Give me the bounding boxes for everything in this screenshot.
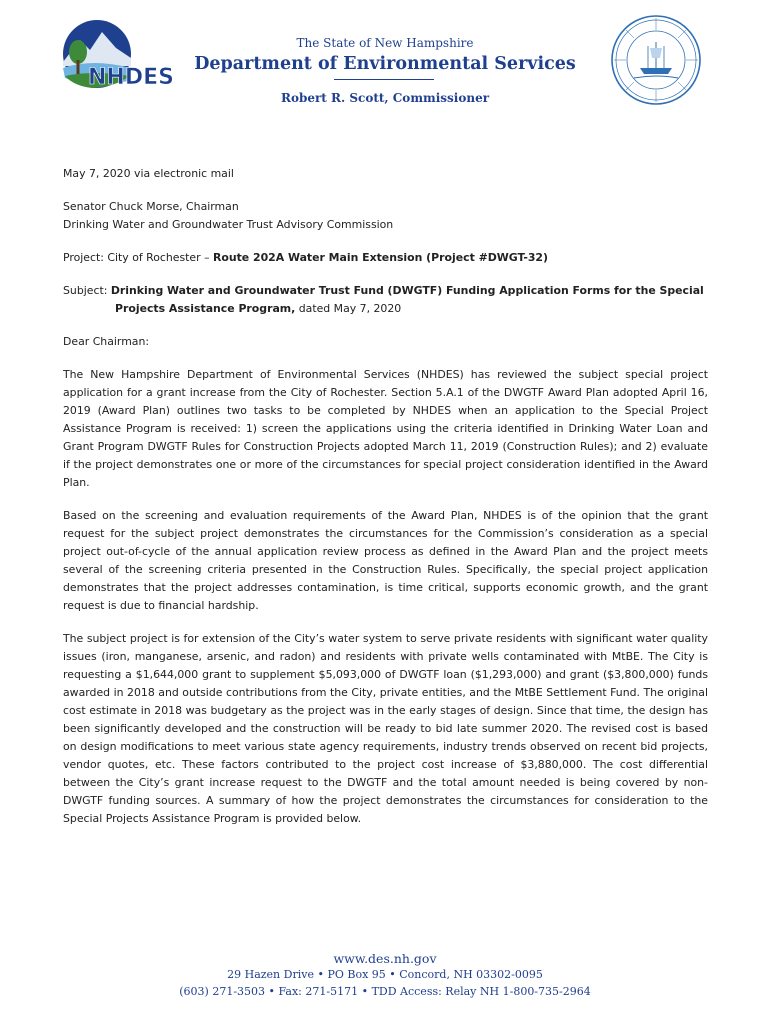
commissioner-name: Robert R. Scott, Commissioner bbox=[280, 91, 490, 105]
footer-website[interactable]: www.des.nh.gov bbox=[333, 951, 437, 966]
state-name: The State of New Hampshire bbox=[296, 36, 474, 50]
paragraph-3: The subject project is for extension of the City’s water system to serve private residents with significant water quality issues (iron, manganese, arsenic, and radon) and residents with private wells contaminated with MtBE. The City is requesting a $1,644,000 grant to supplement $5,093,000 of DWGTF loan ($1,293,000) and grant ($3,800,000) funds awarded in 2018 and outside contributions from the City, private entities, and the MtBE Settlement Fund. The original cost estimate in 2018 was budgetary as the project was in the early stages of design. Since that time, the design has been significantly developed and the construction will be ready to bid late summer 2020. The revised cost is based on design modifications to meet various state agency requirements, industry trends observed on recent bid projects, vendor quotes, etc. These factors contributed to the project cost increase of $3,880,000. The cost differential between the City’s grant increase request to the DWGTF and the total amount needed is being covered by non-DWGTF funding sources. A summary of how the project demonstrates the circumstances for consideration to the Special Projects Assistance Program is provided below. bbox=[63, 632, 708, 825]
project-label: Project: City of Rochester – bbox=[63, 251, 213, 264]
paragraph-2: Based on the screening and evaluation requirements of the Award Plan, NHDES is of the opinion that the grant request for the subject project demonstrates the circumstances for the Commission’s consideration as a special project out-of-cycle of the annual application review process as defined in the Award Plan and the project meets several of the screening criteria presented in the Construction Rules. Specifically, the special project application demonstrates that the project addresses contamination, is time critical, supports economic growth, and the grant request is due to financial hardship. bbox=[63, 509, 708, 612]
subject-line bbox=[63, 282, 708, 300]
footer-address: 29 Hazen Drive • PO Box 95 • Concord, NH 03302-0095 bbox=[227, 968, 543, 981]
project-title: Route 202A Water Main Extension (Project #DWGT-32) bbox=[212, 251, 548, 264]
subject-label: Subject: bbox=[63, 284, 111, 297]
department-name: Department of Environmental Services bbox=[194, 54, 576, 74]
state-seal-icon bbox=[610, 14, 702, 106]
recipient-org: Drinking Water and Groundwater Trust Advisory Commission bbox=[63, 218, 394, 231]
project-line bbox=[63, 249, 708, 267]
footer-phone: (603) 271-3503 • Fax: 271-5171 • TDD Access: Relay NH 1-800-735-2964 bbox=[179, 985, 591, 998]
letter-body bbox=[63, 165, 708, 828]
subject-continuation bbox=[63, 300, 708, 318]
subject-date: dated May 7, 2020 bbox=[295, 302, 402, 315]
paragraph-1: The New Hampshire Department of Environmental Services (NHDES) has reviewed the subject special project application for a grant increase from the City of Rochester. Section 5.A.1 of the DWGTF Award Plan adopted April 16, 2019 (Award Plan) outlines two tasks to be completed by NHDES when an application to the Special Project Assistance Program is received: 1) screen the applications using the criteria identified in Drinking Water Loan and Grant Program DWGTF Rules for Construction Projects adopted March 11, 2019 (Construction Rules); and 2) evaluate if the project demonstrates one or more of the circumstances for special project consideration identified in the Award Plan. bbox=[63, 368, 708, 489]
subject-title-cont: Projects Assistance Program, bbox=[115, 302, 296, 315]
subject-title: Drinking Water and Groundwater Trust Fund (DWGTF) Funding Application Forms for the Special bbox=[110, 284, 704, 297]
recipient-name: Senator Chuck Morse, Chairman bbox=[63, 200, 239, 213]
nhdes-logo bbox=[52, 18, 192, 98]
header-divider bbox=[334, 79, 434, 80]
date-line: May 7, 2020 via electronic mail bbox=[63, 167, 234, 180]
salutation: Dear Chairman: bbox=[63, 335, 150, 348]
logo-text: NHDES bbox=[88, 65, 174, 90]
